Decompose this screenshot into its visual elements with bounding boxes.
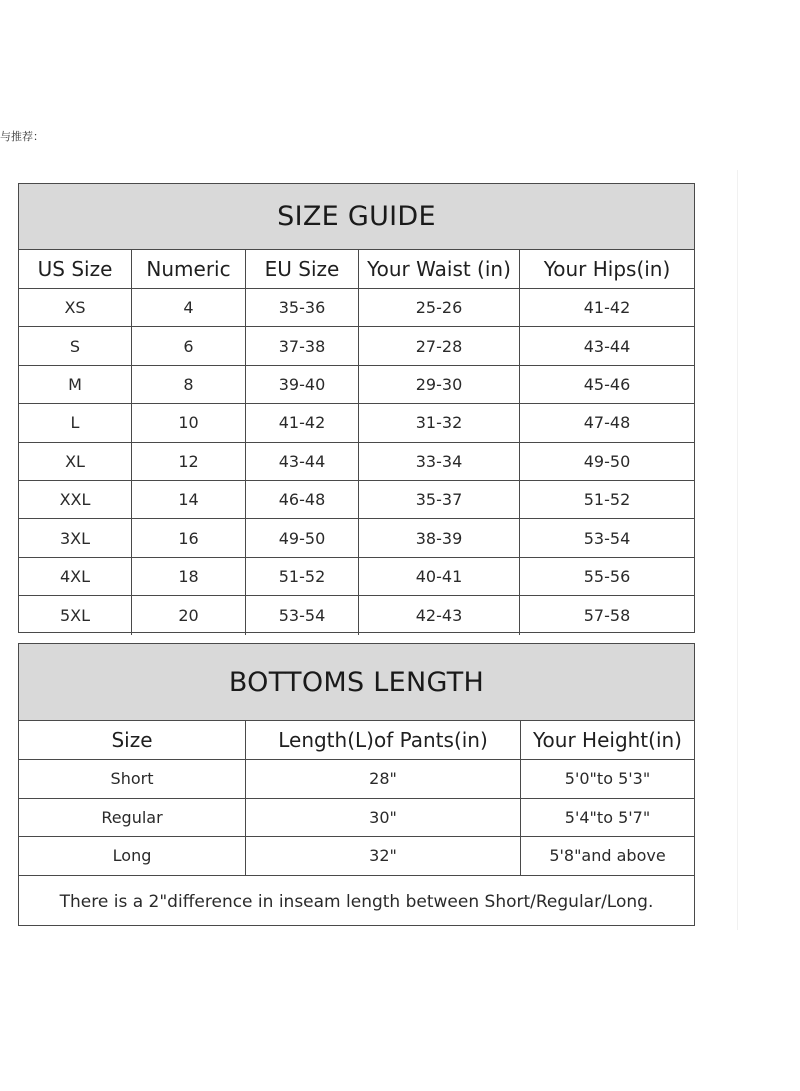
divider xyxy=(737,170,738,930)
cell-hips: 41-42 xyxy=(583,298,631,318)
cell-eu-size: 53-54 xyxy=(246,596,359,634)
cell-waist: 29-30 xyxy=(359,366,520,403)
table-row xyxy=(19,481,694,519)
cell-pants-length: 28" xyxy=(246,760,521,798)
inseam-note: There is a 2"difference in inseam length between Short/Regular/Long. xyxy=(59,891,654,912)
table-row xyxy=(19,519,694,557)
cell-us-size: L xyxy=(19,404,132,441)
cell-height: 5'8"and above xyxy=(549,846,666,866)
table-row xyxy=(19,799,694,838)
cell-us-size: 4XL xyxy=(19,558,132,595)
cell-height: 5'0"to 5'3" xyxy=(564,769,651,789)
corner-text: 与推荐： xyxy=(0,130,44,143)
table-row xyxy=(19,289,694,327)
cell-numeric: 8 xyxy=(132,366,246,403)
header-hips: Your Hips(in) xyxy=(543,257,671,281)
cell-height: 5'4"to 5'7" xyxy=(564,807,651,827)
header-pants-length: Length(L)of Pants(in) xyxy=(246,721,521,759)
header-us-size: US Size xyxy=(19,250,132,288)
cell-us-size: 3XL xyxy=(19,519,132,556)
table-row xyxy=(19,596,694,634)
header-waist: Your Waist (in) xyxy=(359,250,520,288)
cell-eu-size: 37-38 xyxy=(246,327,359,364)
cell-waist: 38-39 xyxy=(359,519,520,556)
cell-numeric: 14 xyxy=(132,481,246,518)
cell-hips: 43-44 xyxy=(583,336,631,356)
table-row xyxy=(19,327,694,365)
cell-hips: 57-58 xyxy=(583,605,631,625)
cell-hips: 51-52 xyxy=(583,490,631,510)
cell-eu-size: 35-36 xyxy=(246,289,359,326)
bottoms-header-row xyxy=(19,721,694,760)
header-numeric: Numeric xyxy=(132,250,246,288)
cell-waist: 27-28 xyxy=(359,327,520,364)
table-row xyxy=(19,760,694,799)
table-row xyxy=(19,837,694,876)
cell-us-size: XXL xyxy=(19,481,132,518)
size-guide-header-row xyxy=(19,250,694,289)
table-row xyxy=(19,443,694,481)
cell-hips: 55-56 xyxy=(583,566,631,586)
cell-eu-size: 39-40 xyxy=(246,366,359,403)
cell-waist: 33-34 xyxy=(359,443,520,480)
table-row xyxy=(19,404,694,442)
cell-waist: 40-41 xyxy=(359,558,520,595)
bottoms-length-title: BOTTOMS LENGTH xyxy=(19,644,694,721)
cell-eu-size: 43-44 xyxy=(246,443,359,480)
cell-us-size: XL xyxy=(19,443,132,480)
cell-eu-size: 49-50 xyxy=(246,519,359,556)
cell-us-size: S xyxy=(19,327,132,364)
table-row xyxy=(19,558,694,596)
cell-waist: 25-26 xyxy=(359,289,520,326)
cell-waist: 35-37 xyxy=(359,481,520,518)
cell-numeric: 16 xyxy=(132,519,246,556)
table-row xyxy=(19,366,694,404)
cell-hips: 45-46 xyxy=(583,374,631,394)
header-size: Size xyxy=(19,721,246,759)
cell-pants-length: 30" xyxy=(246,799,521,837)
size-guide-title: SIZE GUIDE xyxy=(19,184,694,250)
size-guide-table xyxy=(18,183,695,633)
header-eu-size: EU Size xyxy=(246,250,359,288)
cell-numeric: 20 xyxy=(132,596,246,634)
cell-size: Short xyxy=(19,760,246,798)
cell-us-size: XS xyxy=(19,289,132,326)
header-height: Your Height(in) xyxy=(532,728,682,752)
cell-us-size: 5XL xyxy=(19,596,132,634)
cell-eu-size: 51-52 xyxy=(246,558,359,595)
cell-numeric: 12 xyxy=(132,443,246,480)
cell-us-size: M xyxy=(19,366,132,403)
cell-numeric: 18 xyxy=(132,558,246,595)
cell-eu-size: 41-42 xyxy=(246,404,359,441)
cell-hips: 49-50 xyxy=(583,451,631,471)
cell-size: Long xyxy=(19,837,246,875)
cell-hips: 53-54 xyxy=(583,528,631,548)
cell-waist: 31-32 xyxy=(359,404,520,441)
cell-hips: 47-48 xyxy=(583,413,631,433)
cell-numeric: 6 xyxy=(132,327,246,364)
cell-numeric: 4 xyxy=(132,289,246,326)
cell-size: Regular xyxy=(19,799,246,837)
cell-waist: 42-43 xyxy=(359,596,520,634)
cell-pants-length: 32" xyxy=(246,837,521,875)
bottoms-length-table xyxy=(18,643,695,926)
cell-numeric: 10 xyxy=(132,404,246,441)
cell-eu-size: 46-48 xyxy=(246,481,359,518)
